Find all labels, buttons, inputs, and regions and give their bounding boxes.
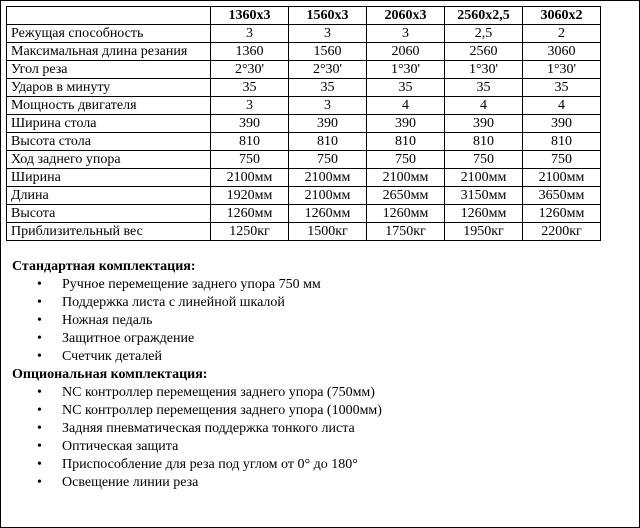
param-value: 1250кг xyxy=(211,223,289,241)
list-item xyxy=(12,402,382,420)
param-value: 3060 xyxy=(523,43,601,61)
list-item-text: Задняя пневматическая поддержка тонкого листа xyxy=(62,421,355,436)
header-model: 2060x3 xyxy=(367,7,445,25)
param-value: 2100мм xyxy=(289,169,367,187)
param-label: Длина xyxy=(7,187,211,205)
param-value: 1750кг xyxy=(367,223,445,241)
param-value: 750 xyxy=(367,151,445,169)
param-value: 1°30' xyxy=(445,61,523,79)
param-value: 390 xyxy=(445,115,523,133)
list-item-text: Ручное перемещение заднего упора 750 мм xyxy=(62,277,321,292)
param-value: 1°30' xyxy=(367,61,445,79)
param-value: 2100мм xyxy=(523,169,601,187)
param-value: 4 xyxy=(523,97,601,115)
param-value: 35 xyxy=(367,79,445,97)
param-value: 3 xyxy=(289,25,367,43)
param-value: 2200кг xyxy=(523,223,601,241)
param-value: 2100мм xyxy=(211,169,289,187)
param-value: 1560 xyxy=(289,43,367,61)
bullet-icon: • xyxy=(37,385,42,400)
header-model: 1560x3 xyxy=(289,7,367,25)
param-value: 35 xyxy=(445,79,523,97)
list-item xyxy=(12,456,382,474)
list-item xyxy=(12,294,382,312)
param-label: Мощность двигателя xyxy=(7,97,211,115)
bullet-icon: • xyxy=(37,331,42,346)
param-value: 750 xyxy=(211,151,289,169)
param-label: Ширина стола xyxy=(7,115,211,133)
param-value: 35 xyxy=(523,79,601,97)
param-value: 2100мм xyxy=(289,187,367,205)
param-label: Высота xyxy=(7,205,211,223)
param-value: 810 xyxy=(211,133,289,151)
table-row xyxy=(7,151,601,169)
param-value: 2650мм xyxy=(367,187,445,205)
bullet-icon: • xyxy=(37,295,42,310)
list-item-text: Освещение линии реза xyxy=(62,475,199,490)
list-item xyxy=(12,474,382,492)
param-value: 2060 xyxy=(367,43,445,61)
header-model: 3060x2 xyxy=(523,7,601,25)
param-value: 3150мм xyxy=(445,187,523,205)
param-value: 3 xyxy=(211,25,289,43)
param-value: 2 xyxy=(523,25,601,43)
standard-title: Стандартная комплектация: xyxy=(12,259,196,274)
table-row xyxy=(7,61,601,79)
bullet-icon: • xyxy=(37,475,42,490)
list-item-text: NC контроллер перемещения заднего упора (750мм) xyxy=(62,385,375,400)
param-value: 390 xyxy=(523,115,601,133)
param-value: 2560 xyxy=(445,43,523,61)
table-row xyxy=(7,25,601,43)
param-value: 35 xyxy=(289,79,367,97)
table-row xyxy=(7,43,601,61)
param-value: 810 xyxy=(289,133,367,151)
param-label: Ход заднего упора xyxy=(7,151,211,169)
list-item-text: Защитное ограждение xyxy=(62,331,195,346)
header-model: 1360x3 xyxy=(211,7,289,25)
table-row xyxy=(7,133,601,151)
header-corner xyxy=(7,7,211,25)
table-row xyxy=(7,97,601,115)
list-item-text: Приспособление для реза под углом от 0° до 180° xyxy=(62,457,358,472)
param-value: 4 xyxy=(367,97,445,115)
param-label: Ударов в минуту xyxy=(7,79,211,97)
param-value: 3 xyxy=(367,25,445,43)
param-value: 2,5 xyxy=(445,25,523,43)
list-item xyxy=(12,420,382,438)
list-item xyxy=(12,438,382,456)
param-value: 750 xyxy=(523,151,601,169)
table-row xyxy=(7,169,601,187)
param-value: 1°30' xyxy=(523,61,601,79)
param-value: 3 xyxy=(289,97,367,115)
param-value: 1260мм xyxy=(289,205,367,223)
param-value: 810 xyxy=(445,133,523,151)
param-value: 2100мм xyxy=(367,169,445,187)
param-value: 1920мм xyxy=(211,187,289,205)
spec-table xyxy=(6,6,601,241)
param-label: Высота стола xyxy=(7,133,211,151)
bullet-icon: • xyxy=(37,313,42,328)
param-value: 750 xyxy=(445,151,523,169)
param-value: 390 xyxy=(367,115,445,133)
equipment-section xyxy=(12,258,382,492)
param-value: 4 xyxy=(445,97,523,115)
param-value: 390 xyxy=(211,115,289,133)
list-item xyxy=(12,330,382,348)
param-value: 3 xyxy=(211,97,289,115)
param-value: 1260мм xyxy=(523,205,601,223)
param-value: 1360 xyxy=(211,43,289,61)
optional-title: Опциональная комплектация: xyxy=(12,367,208,382)
bullet-icon: • xyxy=(37,277,42,292)
param-value: 1260мм xyxy=(211,205,289,223)
param-label: Ширина xyxy=(7,169,211,187)
param-value: 1950кг xyxy=(445,223,523,241)
table-row xyxy=(7,115,601,133)
param-value: 2°30' xyxy=(211,61,289,79)
list-item xyxy=(12,348,382,366)
param-label: Угол реза xyxy=(7,61,211,79)
param-value: 2°30' xyxy=(289,61,367,79)
header-model: 2560x2,5 xyxy=(445,7,523,25)
bullet-icon: • xyxy=(37,403,42,418)
list-item xyxy=(12,384,382,402)
optional-list xyxy=(12,384,382,492)
param-label: Максимальная длина резания xyxy=(7,43,211,61)
param-value: 750 xyxy=(289,151,367,169)
list-item-text: Поддержка листа с линейной шкалой xyxy=(62,295,285,310)
param-value: 1500кг xyxy=(289,223,367,241)
param-value: 390 xyxy=(289,115,367,133)
param-label: Режущая способность xyxy=(7,25,211,43)
param-value: 1260мм xyxy=(367,205,445,223)
list-item-text: Ножная педаль xyxy=(62,313,153,328)
param-value: 810 xyxy=(367,133,445,151)
param-value: 810 xyxy=(523,133,601,151)
param-value: 1260мм xyxy=(445,205,523,223)
bullet-icon: • xyxy=(37,439,42,454)
standard-list xyxy=(12,276,382,366)
param-value: 3650мм xyxy=(523,187,601,205)
bullet-icon: • xyxy=(37,457,42,472)
bullet-icon: • xyxy=(37,421,42,436)
table-row xyxy=(7,187,601,205)
param-value: 35 xyxy=(211,79,289,97)
list-item xyxy=(12,276,382,294)
list-item-text: Оптическая защита xyxy=(62,439,179,454)
header-row xyxy=(7,7,601,25)
bullet-icon: • xyxy=(37,349,42,364)
table-row xyxy=(7,79,601,97)
list-item-text: NC контроллер перемещения заднего упора (1000мм) xyxy=(62,403,382,418)
list-item xyxy=(12,312,382,330)
list-item-text: Счетчик деталей xyxy=(62,349,163,364)
param-label: Приблизительный вес xyxy=(7,223,211,241)
table-row xyxy=(7,223,601,241)
table-row xyxy=(7,205,601,223)
param-value: 2100мм xyxy=(445,169,523,187)
